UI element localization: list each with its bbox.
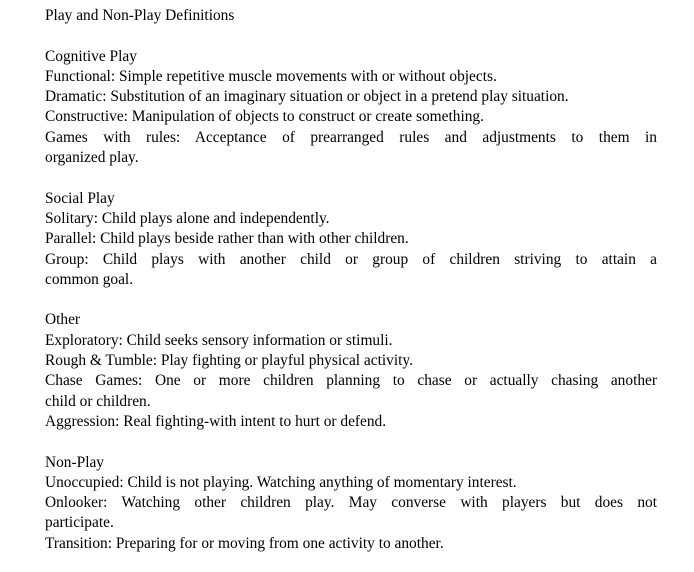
definition-group-line1: Group: Child plays with another child or group of children striving to attain a [45, 250, 657, 268]
section-cognitive-play [45, 47, 657, 169]
definition-group-line2: common goal. [45, 270, 134, 288]
definition-onlooker-line1: Onlooker: Watching other children play. May converse with players but does not [45, 494, 657, 512]
definition-parallel: Parallel: Child plays beside rather than with other children. [45, 230, 409, 248]
definition-dramatic: Dramatic: Substitution of an imaginary situation or object in a pretend play situation. [45, 88, 569, 106]
section-other [45, 310, 657, 432]
document-body [45, 6, 657, 554]
section-non-play [45, 453, 657, 554]
definition-transition: Transition: Preparing for or moving from one activity to another. [45, 534, 444, 552]
definition-solitary: Solitary: Child plays alone and independently. [45, 209, 330, 227]
section-heading-non-play: Non-Play [45, 453, 104, 471]
definition-functional: Functional: Simple repetitive muscle movements with or without objects. [45, 67, 497, 85]
section-social-play [45, 189, 657, 290]
definition-rough-and-tumble: Rough & Tumble: Play fighting or playful physical activity. [45, 352, 413, 370]
definition-aggression: Aggression: Real fighting-with intent to hurt or defend. [45, 412, 387, 430]
spacer [45, 432, 657, 452]
definition-chase-games-line1: Chase Games: One or more children planning to chase or actually chasing another [45, 372, 657, 390]
definition-exploratory: Exploratory: Child seeks sensory information or stimuli. [45, 331, 393, 349]
spacer [45, 26, 657, 46]
spacer [45, 168, 657, 188]
definition-onlooker-line2: participate. [45, 514, 114, 532]
definition-games-with-rules-line1: Games with rules: Acceptance of prearranged rules and adjustments to them in [45, 128, 657, 146]
document-title: Play and Non-Play Definitions [45, 7, 235, 24]
section-heading-other: Other [45, 311, 81, 329]
section-heading-social: Social Play [45, 189, 115, 207]
definition-unoccupied: Unoccupied: Child is not playing. Watching anything of momentary interest. [45, 473, 517, 491]
section-heading-cognitive: Cognitive Play [45, 47, 137, 65]
definition-chase-games-line2: child or children. [45, 392, 151, 410]
spacer [45, 290, 657, 310]
definition-games-with-rules-line2: organized play. [45, 149, 139, 167]
definition-constructive: Constructive: Manipulation of objects to construct or create something. [45, 108, 484, 126]
